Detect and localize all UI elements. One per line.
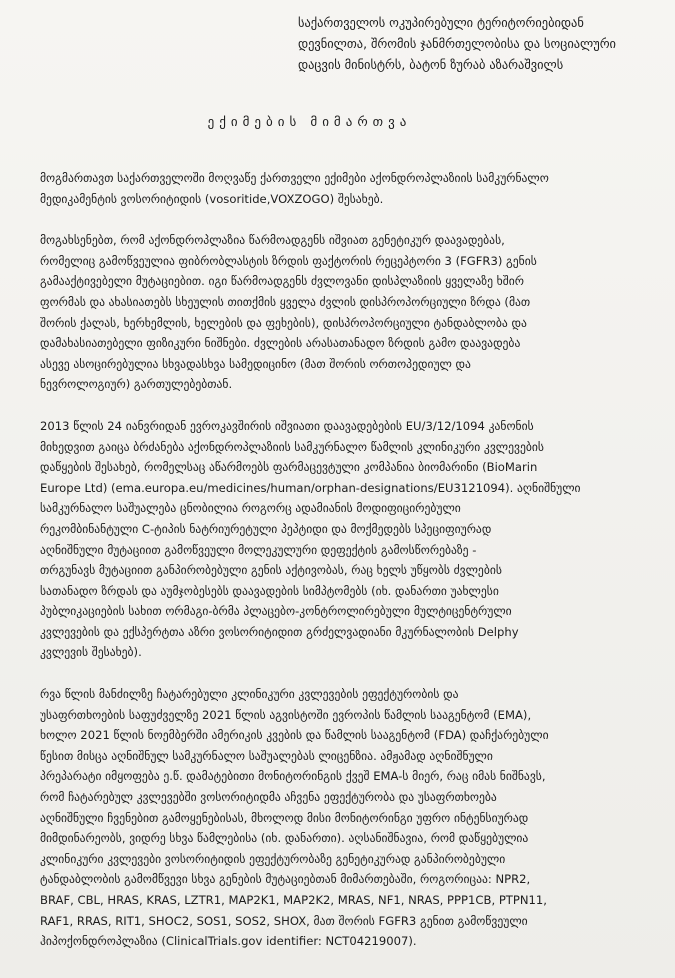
- paragraph-line: პუბლიკაციების სახით ორმაგი-ბრმა პლაცებო-კონტროლირებული მულტიცენტრული: [40, 604, 512, 619]
- letter-body: [40, 168, 639, 952]
- paragraph-line: სამკურნალო საშუალება ცნობილია როგორც ადამიანის მოდიფიცირებული: [40, 501, 461, 516]
- paragraph-line: წესით მისცა აღნიშნულ სამკურნალო საშუალებას ლიცენზია. ამჟამად აღნიშნული: [40, 748, 493, 763]
- paragraph-line: მიხედვით გაიცა ბრძანება აქონდროპლაზიის სამკურნალო წამლის კლინიკური კვლევების: [40, 439, 544, 454]
- paragraph-line: მოგმართავთ საქართველოში მოღვაწე ქართველი ექიმები აქონდროპლაზიის სამკურნალო: [40, 171, 549, 185]
- paragraph-line: დაწყების შესახებ, რომელსაც აწარმოებს ფარმაცევტული კომპანია ბიომარინი (BioMarin: [40, 460, 538, 475]
- paragraph-line: კვლევის შესახებ).: [40, 645, 142, 660]
- addressee-line: დევნილთა, შრომის ჯანმრთელობისა და სოციალური: [298, 36, 616, 51]
- body-paragraph: [40, 230, 639, 395]
- addressee-block: [298, 12, 648, 75]
- paragraph-line: Europe Ltd) (ema.europa.eu/medicines/human/orphan-designations/EU3121094). აღნიშნული: [40, 480, 581, 495]
- addressee-line: საქართველოს ოკუპირებული ტერიტორიებიდან: [298, 15, 584, 30]
- body-paragraph: [40, 168, 639, 209]
- paragraph-line: ასევე ასოცირებულია სხვადასხვა სამედიცინო (მათ შორის ორთოპედიულ და: [40, 356, 471, 371]
- letter-title: ექიმების მიმართვა: [207, 115, 412, 130]
- paragraph-line: შორის ქალას, ხერხემლის, ხელების და ფეხების), დისპროპორციული ტანდაბლობა და: [40, 315, 527, 330]
- paragraph-line: კლინიკური კვლევები ვოსორიტიდის ეფექტურობაზე გენეტიკურად განპირობებული: [40, 851, 506, 866]
- paragraph-line: აღნიშნული ჩვენებით გამოყენებისას, მხოლოდ მისი მონიტორინგი უფრო ინტენსიურად: [40, 810, 529, 825]
- paragraph-line: რვა წლის მანძილზე ჩატარებული კლინიკური კვლევების ეფექტურობის და: [40, 687, 459, 702]
- paragraph-line: მედიკამენტის ვოსორიტიდის (vosoritide,VOXZOGO) შესახებ.: [40, 191, 384, 206]
- paragraph-line: BRAF, CBL, HRAS, KRAS, LZTR1, MAP2K1, MAP2K2, MRAS, NF1, NRAS, PPP1CB, PTPN11,: [40, 893, 547, 907]
- paragraph-line: ნევროლოგიურ) გართულებებთან.: [40, 377, 233, 392]
- paragraph-line: პრეპარატი იმყოფება ე.წ. დამატებითი მონიტორინგის ქვეშ EMA-ს მიერ, რაც იმას ნიშნავს,: [40, 769, 546, 784]
- paragraph-line: მიმდინარეობს, ვიდრე სხვა წამლებისა (იხ. დანართი). აღსანიშნავია, რომ დაწყებულია: [40, 831, 529, 846]
- paragraph-line: ჰიპოქონდროპლაზია (ClinicalTrials.gov identifier: NCT04219007).: [40, 934, 417, 949]
- paragraph-line: რომელიც გამოწვეულია ფიბრობლასტის ზრდის ფაქტორის რეცეპტორი 3 (FGFR3) გენის: [40, 253, 537, 268]
- body-paragraph: [40, 684, 639, 952]
- paragraph-line: აღნიშნული მუტაციით გამოწვეული მოლეკულური დეფექტის გამოსწორებაზე -: [40, 542, 477, 557]
- paragraph-line: რომ ჩატარებულ კვლევებში ვოსორიტიდმა აჩვენა ეფექტურობა და უსაფრთხოება: [40, 790, 497, 805]
- paragraph-line: მოგახსენებთ, რომ აქონდროპლაზია წარმოადგენს იშვიათ გენეტიკურ დაავადებას,: [40, 233, 505, 248]
- paragraph-line: 2013 წლის 24 იანვრიდან ევროკავშირის იშვიათი დაავადებების EU/3/12/1094 კანონის: [40, 418, 534, 433]
- paragraph-line: RAF1, RRAS, RIT1, SHOC2, SOS1, SOS2, SHOX, მათ შორის FGFR3 გენით გამოწვეული: [40, 913, 528, 928]
- paragraph-line: ხოლო 2021 წლის ნოემბერში ამერიკის კვების და წამლის სააგენტომ (FDA) დაჩქარებული: [40, 728, 549, 743]
- paragraph-line: ტანდაბლობის გამომწვევი სხვა გენების მუტაციებთან მიმართებაში, როგორიცაა: NPR2,: [40, 872, 531, 887]
- paragraph-line: დამახასიათებელი ფიზიკური ნიშნები. ძვლების არასათანადო ზრდის გამო დაავადება: [40, 336, 521, 351]
- paragraph-line: რეკომბინანტული C-ტიპის ნატრიურეტული პეპტიდი და მოქმედებს სპეციფიურად: [40, 521, 492, 536]
- body-paragraph: [40, 416, 639, 663]
- paragraph-line: თრგუნავს მუტაციით განპირობებული გენის აქტივობას, რაც ხელს უწყობს ძვლების: [40, 563, 502, 578]
- paragraph-line: ფორმას და ახასიათებს სხეულის თითქმის ყველა ძვლის დისპროპორციული ზრდა (მათ: [40, 294, 531, 309]
- addressee-line: დაცვის მინისტრს, ბატონ ზურაბ აზარაშვილს: [298, 57, 564, 72]
- paragraph-line: უსაფრთხოების საფუძველზე 2021 წლის აგვისტოში ევროპის წამლის სააგენტომ (EMA),: [40, 707, 532, 722]
- paragraph-line: სათანადო ზრდას და აუმჯობესებს დაავადების სიმპტომებს (იხ. დანართი უახლესი: [40, 583, 499, 598]
- paragraph-line: კვლევების და ექსპერტთა აზრი ვოსორიტიდით გრძელვადიანი მკურნალობის Delphy: [40, 624, 519, 639]
- paragraph-line: გამააქტივებელი მუტაციებით. იგი წარმოადგენს ძვლოვანი დისპლაზიის ყველაზე ხშირ: [40, 274, 524, 289]
